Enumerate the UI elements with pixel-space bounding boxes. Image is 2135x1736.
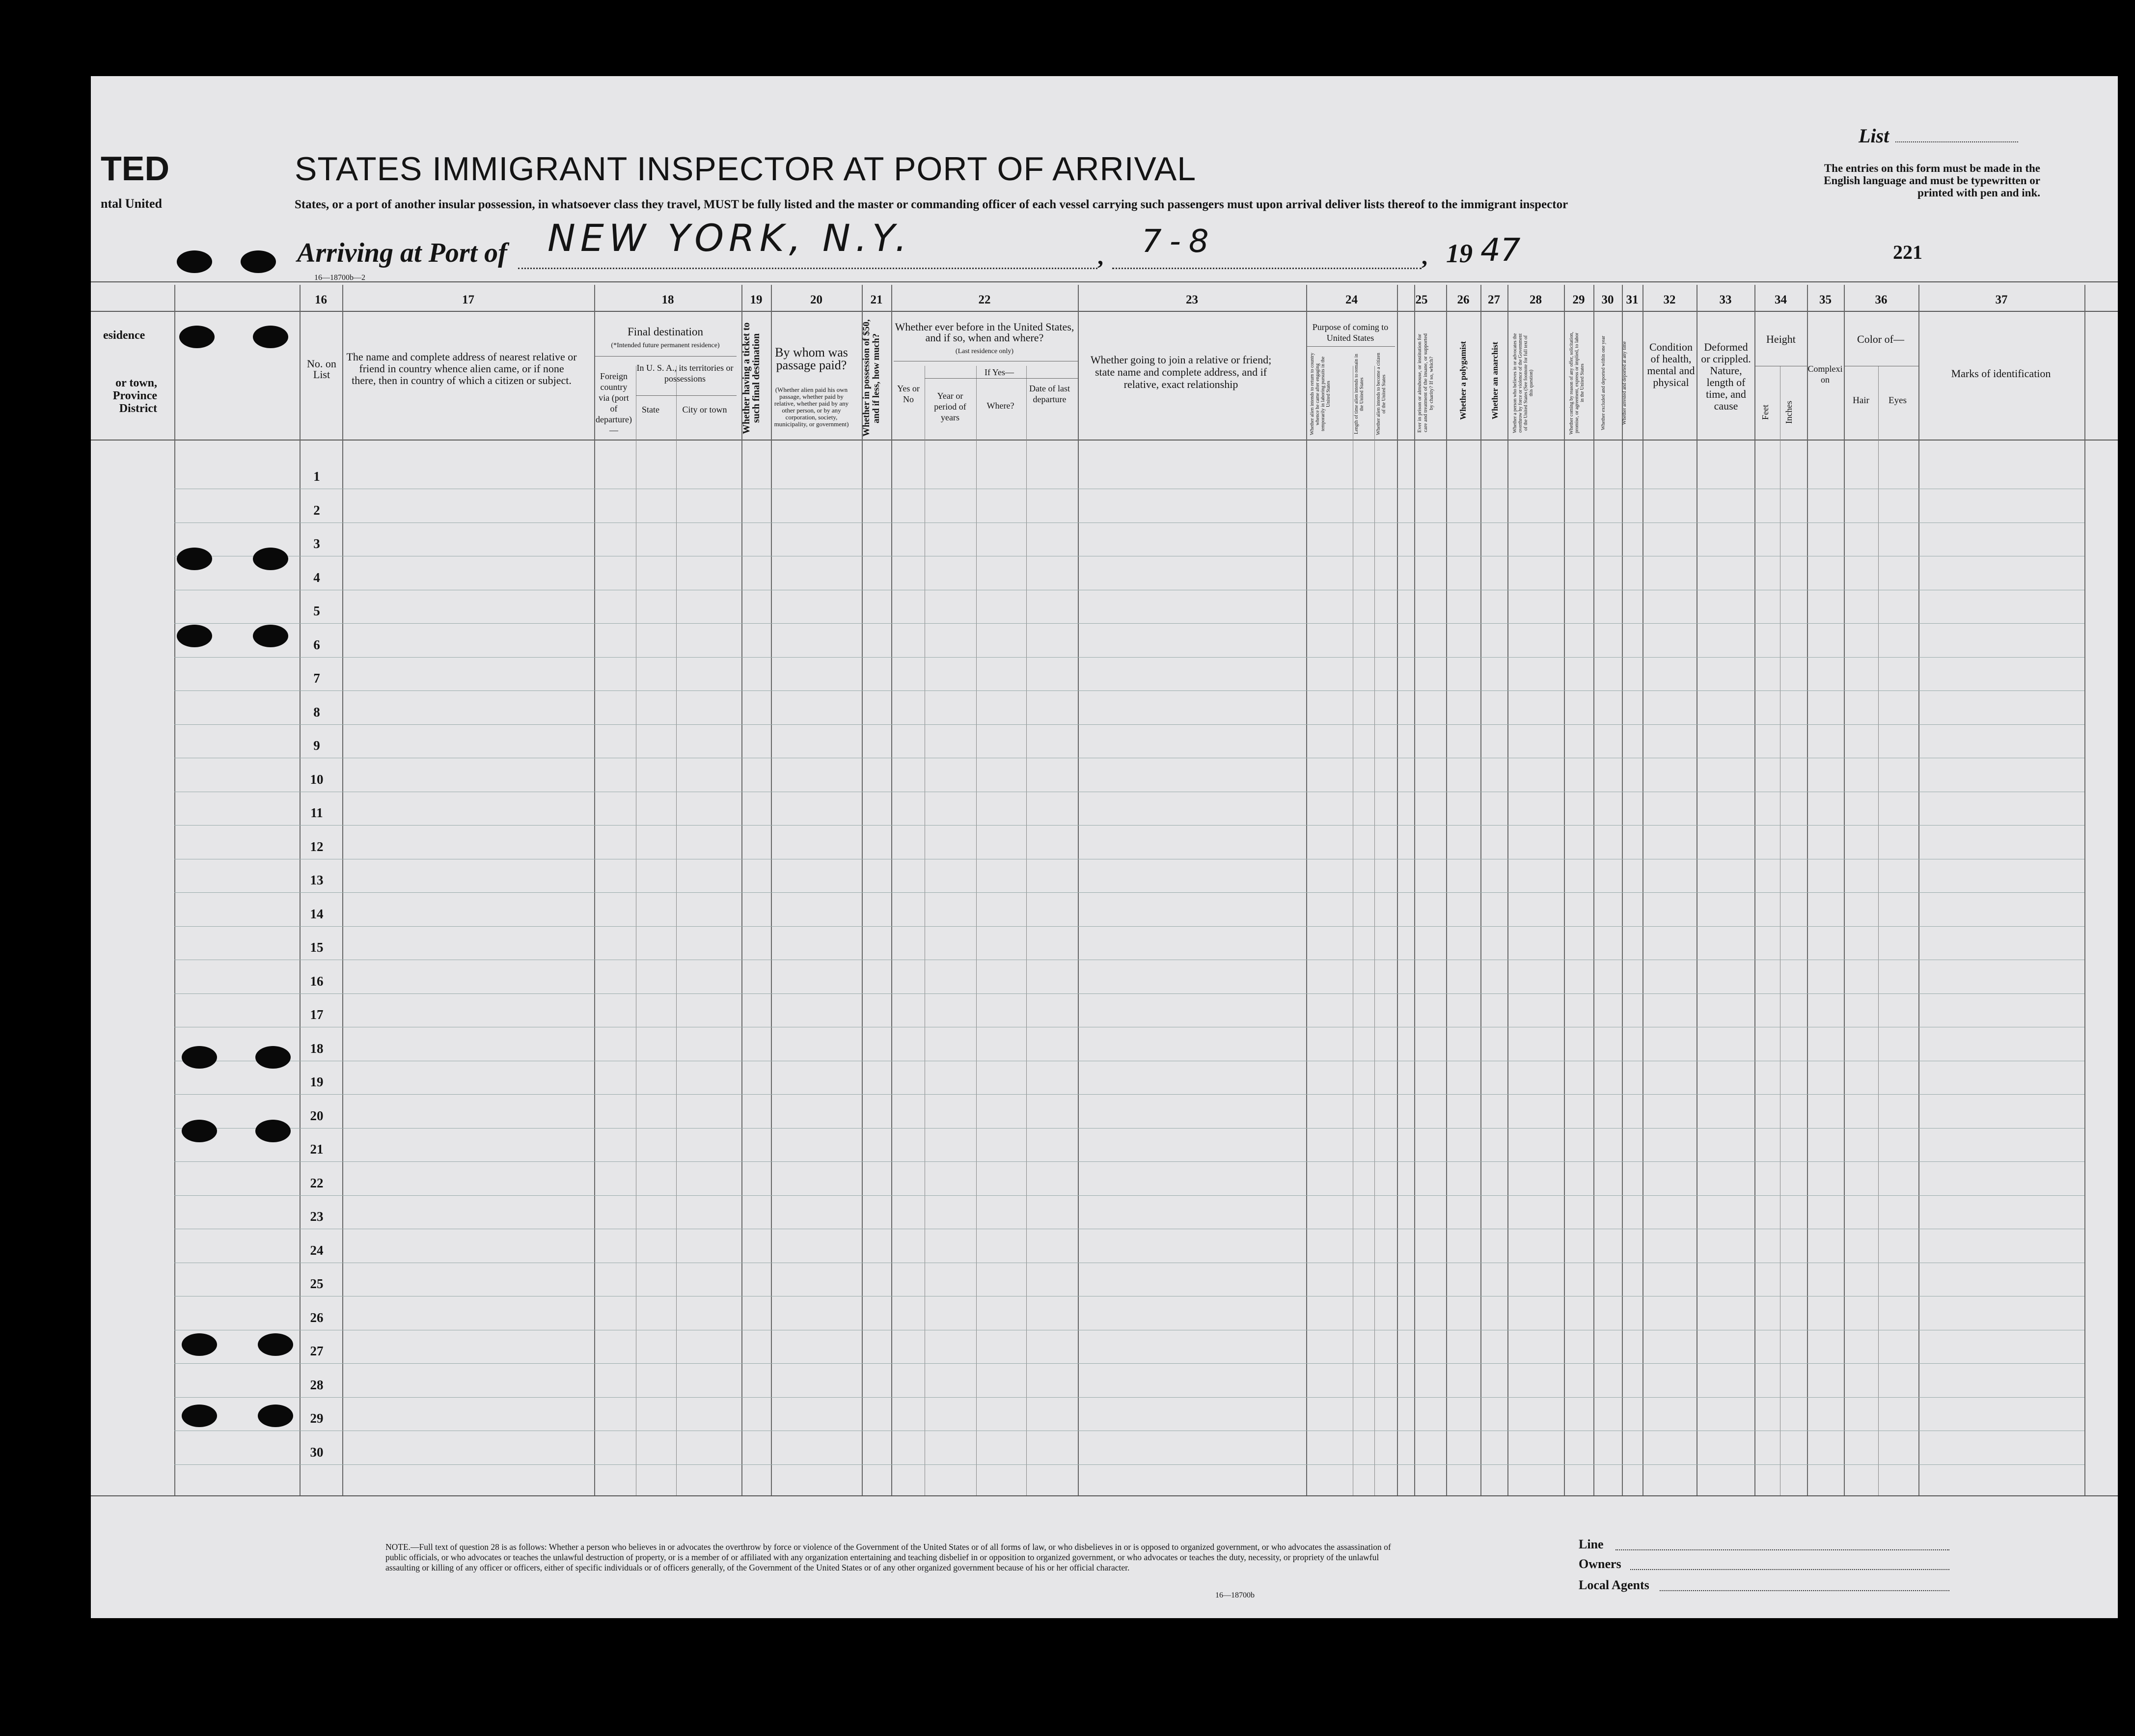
header-c34-inches: Inches — [1784, 401, 1794, 424]
column-rule — [1622, 285, 1623, 1495]
port-line — [518, 268, 1097, 269]
punch-hole — [258, 1333, 293, 1356]
column-number-26: 26 — [1457, 293, 1470, 306]
row-number: 5 — [313, 604, 320, 618]
row-number: 30 — [310, 1444, 324, 1460]
column-rule — [2084, 285, 2085, 1495]
header-c37: Marks of identification — [1951, 367, 2051, 380]
row-number: 9 — [313, 738, 320, 753]
header-c18-note: (*Intended future permanent residence) — [611, 342, 720, 349]
column-number-35: 35 — [1819, 293, 1832, 306]
column-rule — [1918, 285, 1919, 1495]
row-number: 10 — [310, 772, 324, 787]
row-number: 1 — [313, 469, 320, 484]
punch-hole — [177, 250, 212, 273]
sub-column-rule — [1026, 366, 1027, 1495]
row-number: 3 — [313, 536, 320, 551]
row-rule — [174, 993, 2084, 994]
row-number: 17 — [310, 1007, 324, 1022]
sub-column-rule — [1878, 366, 1879, 1495]
row-number: 7 — [313, 671, 320, 686]
header-c22-year: Year or period of years — [934, 391, 966, 422]
row-rule — [174, 1363, 2084, 1364]
column-number-18: 18 — [661, 293, 674, 306]
column-rule — [1397, 285, 1398, 1495]
header-c18-state: State — [642, 405, 659, 414]
header-c20-title: By whom was passage paid? — [775, 345, 848, 372]
year-prefix: 19 — [1446, 239, 1473, 268]
header-c36-eyes: Eyes — [1889, 395, 1907, 406]
column-number-34: 34 — [1775, 293, 1787, 306]
punch-hole — [255, 1046, 291, 1069]
header-c35: Complexion — [1807, 364, 1843, 385]
list-label: List — [1859, 125, 1889, 147]
header-c18-foreign: Foreign country via (port of departure)— — [596, 371, 632, 435]
entry-notice: The entries on this form must be made in the English language and must be typewritten or printed with pen and ink. — [1824, 162, 2040, 199]
form-code-top: 16—18700b—2 — [314, 274, 365, 282]
column-number-33: 33 — [1719, 293, 1732, 306]
punch-hole — [241, 250, 276, 273]
column-number-21: 21 — [870, 293, 883, 306]
column-number-23: 23 — [1186, 293, 1198, 306]
subtitle: States, or a port of another insular possession, in whatsoever class they travel, MUST be fully listed and the master or commanding officer of each vessel carrying such passengers must upon arrival deliver lists thereof to the immigrant inspector — [295, 198, 1568, 211]
column-number-28: 28 — [1530, 293, 1542, 306]
column-number-16: 16 — [315, 293, 327, 306]
header-c19: Whether having a ticket to such final destination — [741, 322, 762, 434]
row-rule — [174, 1161, 2084, 1162]
sub-column-rule — [976, 366, 977, 1495]
arriving-label: Arriving at Port of — [297, 238, 507, 268]
table-bottom-rule — [91, 1495, 2118, 1496]
header-c22-yesno: Yes or No — [897, 384, 920, 404]
row-number: 11 — [310, 805, 323, 820]
left-fragment-town: or town, Province District — [112, 377, 157, 415]
row-number: 25 — [310, 1276, 324, 1291]
header-c18-city: City or town — [682, 405, 727, 414]
column-rule — [1414, 285, 1415, 1495]
column-number-20: 20 — [810, 293, 822, 306]
header-c24-title: Purpose of coming to United States — [1312, 322, 1389, 343]
header-c22-title: Whether ever before in the United States, and if so, when and where? — [895, 321, 1074, 344]
punch-hole — [177, 625, 212, 647]
column-rule — [1844, 285, 1845, 1495]
sub-column-rule — [676, 366, 677, 1495]
header-c18-usa: In U. S. A., its territories or possessions — [636, 363, 734, 384]
header-c22-note: (Last residence only) — [955, 348, 1014, 355]
column-rule — [1446, 285, 1447, 1495]
row-rule — [174, 825, 2084, 826]
manifest-sheet: TED ntal United STATES IMMIGRANT INSPECTOR AT PORT OF ARRIVAL States, or a port of another insular possession, in whatsoever class they travel, MUST be fully listed and the master or commanding officer of each vessel carrying such passengers must upon arrival deliver lists thereof to the immigrant inspector List The entries on this form must be made in the English language and must be typewritten or printed with pen and ink. Arriving at Port of NEW YORK, N.Y. , 7-8 , 19 47 221 16—18700b—2 esidence or town, Province District 16 17 18 19 20 21 22 23 24 25 26 27 28 29 30 31 32 33 34 35 36 37 1 2 3 4 5 6 7 8 9 10 11 12 13 14 15 16 17 18 19 20 21 22 23 24 25 26 27 28 29 30 No. on List The name and complete address of nearest relative or friend in country whence alien came, or if none there, then in country of which a citizen or subject. Final destination (*Intended future permanent residence) Foreign country via (port of departure)— In U. S. A., its territories or possessions State City or town Whether having a ticket to such final destination By whom was passage paid? (Whether alien paid his own passage, whether paid by relative, whether paid by any other person, or by any corporation, society, municipality, or government) Whether in possession of $50, and if less, how much? Whether ever before in the United States, and if so, when and where? (Last residence only) If Yes— Yes or No Year or period of years Where? Date of last departure Whether going to join a relative or friend; state name and complete address, and if relative, exact relationship Purpose of coming to United States Whether alien intends to return to country whence he came after engaging temporarily in laboring pursuits in the United States Length of time alien intends to remain in the United States Whether alien intends to become a citizen of the United States Ever in prison or almshouse, or institution for care and treatment of the insane, or supported by charity? If so, which? Whether a polygamist Whether an anarchist Whether a person who believes in or advocates the overthrow by force or violence of the Government of the United States (See footnote for full text of this question) Whether coming by reason of any offer, solicitation, promise, or agreement, express or implied, to labor in the United States Whether excluded and deported within one year Whether arrested and deported at any time Condition of health, mental and physical Deformed or crippled. Nature, length of time, and cause Height Feet Inches Complexion Color of— Hair Eyes Marks of identification NOTE.—Full text of question 28 is as follows: Whether a person who believes in or advocates the overthrow by force or violence of the Government of the United States or of all forms of law, or who disbelieves in or is opposed to organized government, or who advocates the assassination of public officials, or who advocates or teaches the unlawful destruction of property, or is a member of or affiliated with any organization entertaining and teaching disbelief in or opposition to organized government, or who advocates or teaches the duty, necessity, or propriety of the unlawful assaulting or killing of any officer or officers, either of specific individuals or of officers generally, of the Government of the United States or of any other organized government because of his or her official character. 16—18700b Line Owners Local Agents — [91, 76, 2118, 1618]
column-rule — [771, 285, 772, 1495]
column-rule — [1507, 285, 1508, 1495]
column-rule — [741, 285, 742, 1495]
date-line — [1112, 268, 1422, 269]
header-c16: No. on List — [307, 358, 336, 381]
header-c18-title: Final destination — [628, 326, 703, 338]
punch-hole — [182, 1405, 217, 1427]
local-agents-field — [1660, 1590, 1949, 1591]
row-number: 29 — [310, 1411, 324, 1426]
column-number-19: 19 — [750, 293, 763, 306]
row-number: 2 — [313, 502, 320, 518]
row-number: 4 — [313, 570, 320, 585]
column-rule — [1480, 285, 1481, 1495]
column-number-31: 31 — [1626, 293, 1639, 306]
header-c17: The name and complete address of nearest relative or friend in country whence alien came, or if none there, then in country of which a citizen or subject. — [346, 351, 577, 386]
column-number-25: 25 — [1415, 293, 1428, 306]
column-number-32: 32 — [1663, 293, 1676, 306]
row-number: 18 — [310, 1041, 324, 1056]
column-number-36: 36 — [1875, 293, 1888, 306]
left-fragment-residence: esidence — [103, 329, 145, 342]
form-code-bottom: 16—18700b — [1215, 1591, 1255, 1599]
owners-field — [1630, 1569, 1949, 1570]
row-number: 13 — [310, 873, 324, 887]
row-number: 22 — [310, 1175, 324, 1190]
row-number: 6 — [313, 637, 320, 652]
column-number-24: 24 — [1345, 293, 1358, 306]
list-line — [1895, 141, 2018, 142]
column-rule — [1642, 285, 1643, 1495]
column-rule — [594, 285, 595, 1495]
column-number-17: 17 — [462, 293, 474, 306]
row-rule — [174, 926, 2084, 927]
date-handwritten: 7-8 — [1142, 223, 1217, 260]
column-rule — [1306, 285, 1307, 1495]
column-rule — [1754, 285, 1755, 1495]
header-c28: Whether a person who believes in or advocates the overthrow by force or violence of the Government of the United States (See footnote for full text of this question) — [1512, 333, 1534, 433]
header-c31: Whether arrested and deported at any time — [1622, 341, 1627, 425]
punch-hole — [258, 1405, 293, 1427]
row-number: 19 — [310, 1075, 324, 1089]
row-number: 20 — [310, 1108, 324, 1123]
punch-hole — [182, 1333, 217, 1356]
header-c36-title: Color of— — [1857, 333, 1904, 345]
row-number: 27 — [310, 1344, 324, 1358]
row-rule — [174, 657, 2084, 658]
row-number: 16 — [310, 973, 324, 989]
column-rule — [1564, 285, 1565, 1495]
column-number-29: 29 — [1572, 293, 1585, 306]
footnote-q28: NOTE.—Full text of question 28 is as follows: Whether a person who believes in or advocates the overthrow by force or violence of the Government of the United States or of all forms of law, or who disbelieves in or is opposed to organized government, or who advocates the assassination of public officials, or who advocates or teaches the unlawful destruction of property, or is a member of or affiliated with any organization entertaining and teaching disbelief in or opposition to organized government, or who advocates or teaches the duty, necessity, or propriety of the unlawful assaulting or killing of any officer or officers, either of specific individuals or of officers generally, of the Government of the United States or of any other organized government because of his or her official character. — [385, 1542, 1391, 1572]
sub-column-rule — [1374, 366, 1375, 1495]
column-rule — [862, 285, 863, 1495]
header-c23: Whether going to join a relative or friend; state name and complete address, and if relative, exact relationship — [1090, 354, 1272, 390]
row-rule — [174, 1094, 2084, 1095]
header-top-rule — [91, 281, 2118, 282]
row-number: 8 — [313, 704, 320, 719]
column-number-27: 27 — [1488, 293, 1500, 306]
punch-hole — [182, 1120, 217, 1142]
header-c26: Whether a polygamist — [1458, 341, 1468, 420]
column-number-37: 37 — [1995, 293, 2008, 306]
header-c22-date: Date of last departure — [1029, 384, 1070, 404]
row-number: 28 — [310, 1377, 324, 1392]
row-rule — [174, 1464, 2084, 1465]
row-number: 12 — [310, 839, 324, 854]
row-number: 15 — [310, 940, 324, 955]
punch-hole — [182, 1046, 217, 1069]
line-field — [1615, 1549, 1949, 1550]
row-number: 14 — [310, 906, 324, 921]
row-rule — [174, 690, 2084, 691]
title-fragment-left: TED — [101, 149, 169, 188]
row-rule — [174, 892, 2084, 893]
row-rule — [174, 724, 2084, 725]
header-c30: Whether excluded and deported within one year — [1601, 335, 1606, 431]
column-rule — [891, 285, 892, 1495]
header-c21: Whether in possession of $50, and if less, how much? — [861, 319, 881, 437]
column-number-30: 30 — [1601, 293, 1614, 306]
column-rule — [174, 285, 175, 1495]
header-c34-title: Height — [1766, 333, 1796, 345]
row-number: 23 — [310, 1209, 324, 1224]
row-rule — [174, 1128, 2084, 1129]
owners-label: Owners — [1579, 1557, 1621, 1571]
header-c24-a: Whether alien intends to return to country whence he came after engaging temporarily in laboring pursuits in the United States — [1310, 353, 1331, 436]
header-c32: Condition of health, mental and physical — [1647, 341, 1695, 388]
header-c20-note: (Whether alien paid his own passage, whether paid by relative, whether paid by any other person, or by any corporation, society, municipality, or government) — [774, 386, 849, 428]
page-title: STATES IMMIGRANT INSPECTOR AT PORT OF ARRIVAL — [295, 150, 1197, 188]
punch-hole — [253, 326, 288, 348]
row-rule — [174, 623, 2084, 624]
punch-hole — [255, 1120, 291, 1142]
row-number: 21 — [310, 1142, 324, 1157]
column-rule — [1593, 285, 1594, 1495]
local-agents-label: Local Agents — [1579, 1578, 1649, 1592]
header-c22-where: Where? — [986, 401, 1014, 411]
row-rule — [174, 1195, 2084, 1196]
header-c22-ifyes: If Yes— — [984, 367, 1014, 377]
header-c24-b: Length of time alien intends to remain in the United States — [1354, 354, 1365, 435]
column-number-22: 22 — [978, 293, 991, 306]
punch-hole — [253, 548, 288, 570]
row-number: 26 — [310, 1310, 324, 1325]
port-handwritten: NEW YORK, N.Y. — [547, 216, 912, 260]
header-c33: Deformed or crippled. Nature, length of time, and cause — [1701, 341, 1751, 412]
header-c24-c: Whether alien intends to become a citizen of the United States — [1376, 353, 1387, 436]
row-number: 24 — [310, 1242, 324, 1258]
header-c29: Whether coming by reason of any offer, solicitation, promise, or agreement, express or implied, to labor in the United States — [1569, 331, 1585, 435]
page-number: 221 — [1893, 241, 1922, 263]
punch-hole — [177, 548, 212, 570]
column-rule — [342, 285, 343, 1495]
header-c25: Ever in prison or almshouse, or institution for care and treatment of the insane, or supported by charity? If so, which? — [1417, 333, 1434, 433]
header-c34-feet: Feet — [1760, 405, 1770, 420]
row-rule — [174, 1397, 2084, 1398]
year-handwritten: 47 — [1480, 232, 1521, 269]
header-bottom-rule — [91, 440, 2118, 441]
punch-hole — [253, 625, 288, 647]
column-rule — [1807, 285, 1808, 1495]
punch-hole — [179, 326, 215, 348]
header-c36-hair: Hair — [1853, 395, 1869, 406]
column-rule — [1078, 285, 1079, 1495]
header-number-rule — [91, 311, 2118, 312]
line-label: Line — [1579, 1537, 1604, 1551]
header-c27: Whether an anarchist — [1490, 341, 1500, 420]
left-fragment-line: ntal United — [101, 196, 162, 211]
